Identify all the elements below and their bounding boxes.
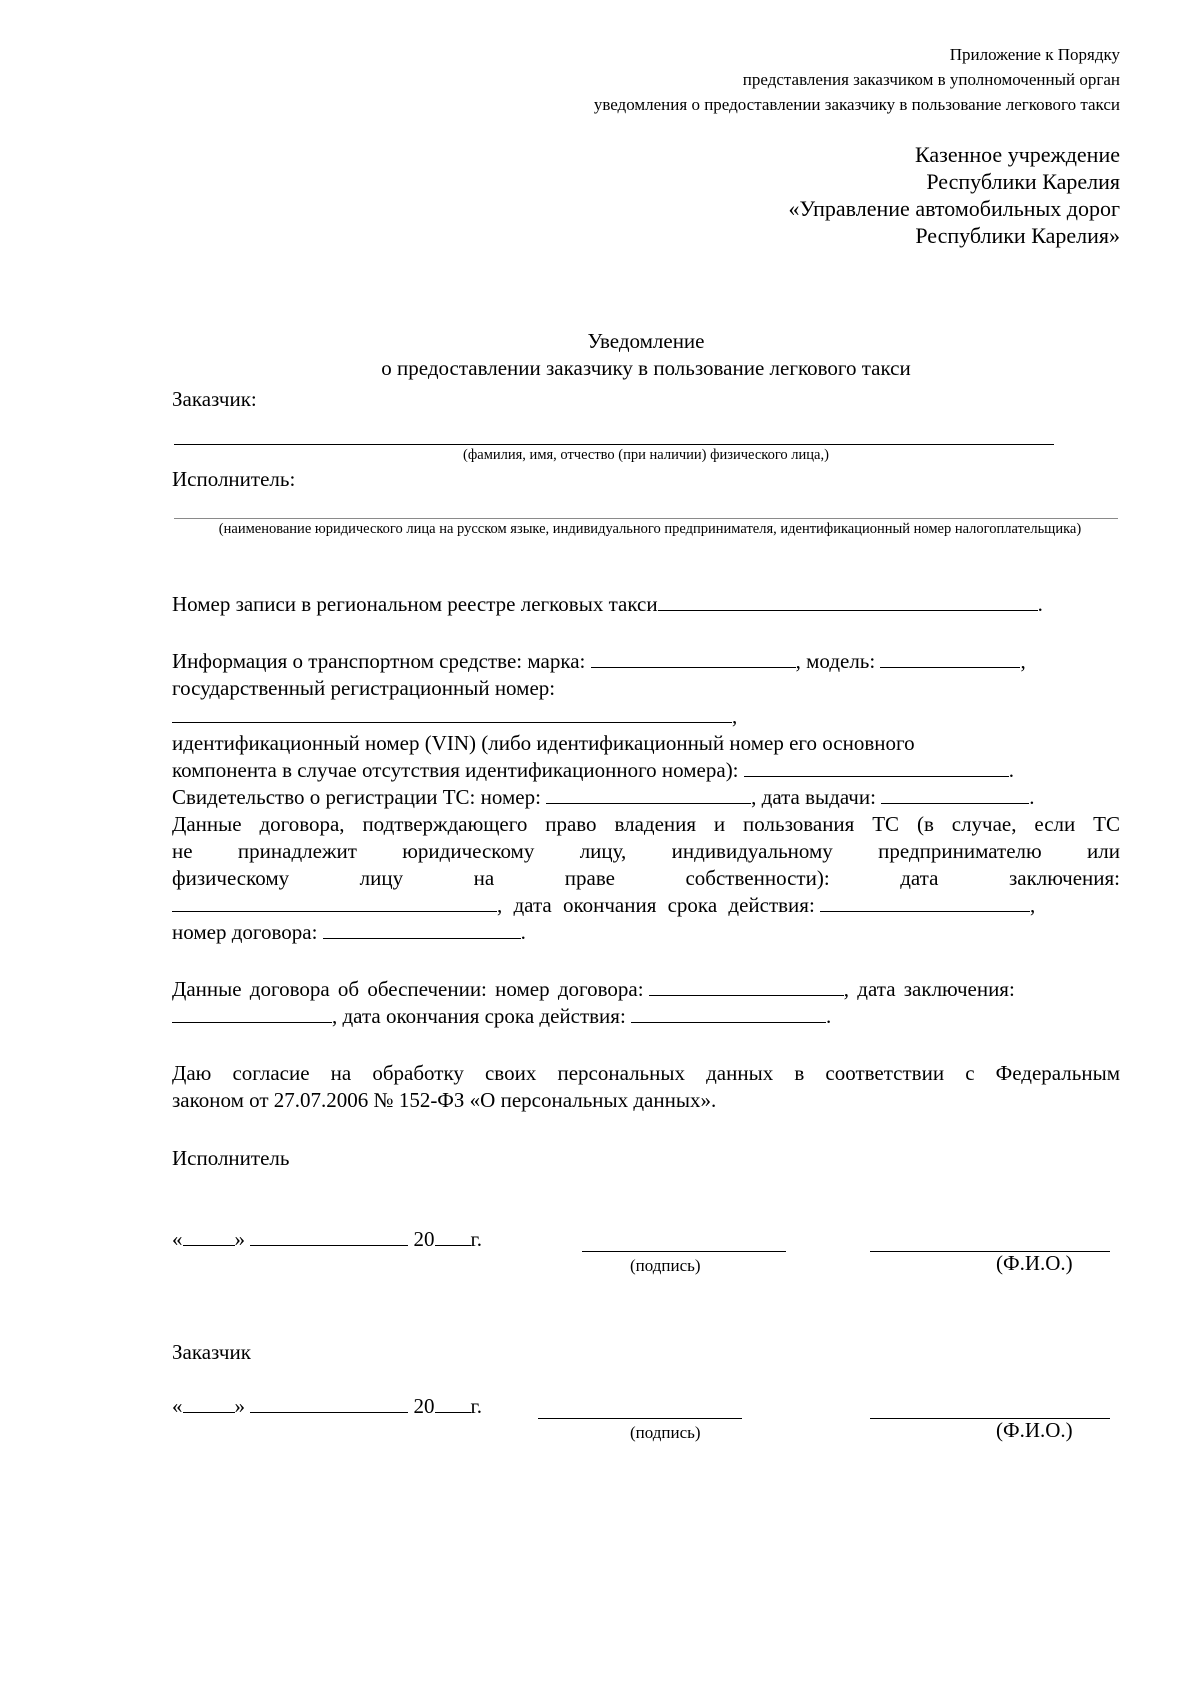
customer-signature-line[interactable] (538, 1418, 742, 1419)
executor-fio-label: (Ф.И.О.) (996, 1251, 1073, 1275)
contract-number-field[interactable] (323, 920, 521, 939)
vehicle-vin-field[interactable] (744, 758, 1009, 777)
appendix-line-2: представления заказчиком в уполномоченный орган (742, 70, 1120, 89)
appendix-header (320, 42, 1120, 117)
registry-end: . (1037, 592, 1043, 616)
registration-cert-date-label: , дата выдачи: (751, 785, 876, 809)
vehicle-vin-label-2: компонента в случае отсутствия идентификационного номера): (172, 758, 739, 782)
addressee-line-3: «Управление автомобильных дорог (788, 196, 1120, 221)
ownership-line-3: физическому лицу на праве собственности): дата заключения: (172, 866, 1120, 890)
vehicle-vin-label: идентификационный номер (VIN) (либо идентификационный номер его основного (172, 731, 915, 755)
executor-month-field[interactable] (250, 1227, 408, 1246)
vehicle-row-11-end: . (520, 920, 526, 944)
executor-quote-open: « (172, 1227, 183, 1251)
title-line-2: о предоставлении заказчику в пользование легкового такси (381, 356, 911, 380)
title-line-1: Уведомление (587, 329, 705, 353)
vehicle-row-10 (172, 892, 1120, 919)
addressee-line-2: Республики Карелия (926, 169, 1120, 194)
vehicle-brand-field[interactable] (591, 649, 796, 668)
security-row-2-end: . (826, 1004, 832, 1028)
ownership-line-1: Данные договора, подтверждающего право владения и пользования ТС (в случае, если ТС (172, 812, 1120, 836)
addressee-line-4: Республики Карелия» (915, 223, 1120, 248)
customer-fio-label: (Ф.И.О.) (996, 1418, 1073, 1442)
registry-label: Номер записи в региональном реестре легковых такси (172, 592, 658, 616)
vehicle-row-1 (172, 648, 1120, 675)
customer-month-field[interactable] (250, 1394, 408, 1413)
vehicle-model-field[interactable] (880, 649, 1020, 668)
executor-quote-close: » (234, 1227, 245, 1251)
security-end-date-label: , дата окончания срока действия: (332, 1004, 626, 1028)
customer-name-line[interactable] (174, 444, 1054, 445)
executor-name-note: (наименование юридического лица на русском языке, индивидуального предпринимателя, идентификационный номер налогоплательщика) (218, 521, 1082, 537)
appendix-line-3: уведомления о предоставлении заказчику в пользование легкового такси (593, 95, 1120, 114)
contract-number-label: номер договора: (172, 920, 318, 944)
vehicle-plate-field[interactable] (172, 704, 732, 723)
customer-label: Заказчик: (172, 387, 257, 411)
addressee-line-1: Казенное учреждение (915, 142, 1120, 167)
vehicle-brand-label: Информация о транспортном средстве: марка: (172, 649, 586, 673)
security-date-label: , дата заключения: (843, 977, 1015, 1001)
vehicle-row-3 (172, 703, 1120, 730)
appendix-line-1: Приложение к Порядку (949, 45, 1120, 64)
executor-year-suffix: г. (470, 1227, 482, 1251)
vehicle-row-5-end: . (1008, 758, 1015, 782)
customer-signature-label: (подпись) (630, 1423, 701, 1442)
registration-cert-date-field[interactable] (881, 785, 1029, 804)
customer-day-field[interactable] (183, 1394, 235, 1413)
security-row-1 (172, 976, 1120, 1003)
security-row-2 (172, 1003, 1120, 1030)
customer-fio-line[interactable] (870, 1418, 1110, 1419)
executor-day-field[interactable] (183, 1227, 235, 1246)
contract-end-date-field[interactable] (820, 893, 1030, 912)
vehicle-model-label: , модель: (795, 649, 876, 673)
executor-name-line[interactable] (174, 518, 1118, 519)
customer-quote-close: » (234, 1394, 245, 1418)
registration-cert-label: Свидетельство о регистрации ТС: номер: (172, 785, 541, 809)
executor-year-prefix: 20 (413, 1227, 435, 1251)
ownership-line-2: не принадлежит юридическому лицу, индивидуальному предпринимателю или (172, 839, 1120, 863)
customer-quote-open: « (172, 1394, 183, 1418)
vehicle-row-3-end: , (732, 704, 738, 728)
executor-signature-role: Исполнитель (172, 1146, 290, 1170)
customer-date-group (172, 1393, 482, 1420)
contract-conclusion-date-field[interactable] (172, 893, 497, 912)
vehicle-row-1-end: , (1020, 649, 1026, 673)
executor-fio-line[interactable] (870, 1251, 1110, 1252)
consent-line-1: Даю согласие на обработку своих персональных данных в соответствии с Федеральным (172, 1061, 1120, 1085)
security-conclusion-date-field[interactable] (172, 1004, 332, 1023)
customer-year-suffix: г. (470, 1394, 482, 1418)
document-title (172, 328, 1120, 382)
customer-signature-role: Заказчик (172, 1340, 251, 1364)
executor-year-field[interactable] (435, 1227, 471, 1246)
vehicle-plate-label: государственный регистрационный номер: (172, 676, 556, 700)
contract-end-date-label: , дата окончания срока действия: (497, 893, 815, 917)
security-number-field[interactable] (649, 977, 844, 996)
registration-cert-number-field[interactable] (546, 785, 751, 804)
registry-row (172, 591, 1120, 618)
vehicle-row-5 (172, 757, 1120, 784)
registry-number-field[interactable] (658, 592, 1038, 611)
executor-date-group (172, 1226, 482, 1253)
addressee-block (520, 141, 1120, 249)
vehicle-row-11 (172, 919, 1120, 946)
consent-line-2: законом от 27.07.2006 № 152-ФЗ «О персональных данных». (172, 1088, 717, 1112)
security-end-date-field[interactable] (631, 1004, 826, 1023)
executor-signature-line[interactable] (582, 1251, 786, 1252)
executor-signature-label: (подпись) (630, 1256, 701, 1275)
vehicle-row-6 (172, 784, 1120, 811)
security-number-label: Данные договора об обеспечении: номер договора: (172, 977, 644, 1001)
customer-name-note: (фамилия, имя, отчество (при наличии) физического лица,) (463, 447, 829, 463)
vehicle-row-6-end: . (1029, 785, 1035, 809)
vehicle-row-10-end: , (1030, 893, 1036, 917)
customer-year-field[interactable] (435, 1394, 471, 1413)
customer-year-prefix: 20 (413, 1394, 435, 1418)
executor-label: Исполнитель: (172, 467, 296, 491)
